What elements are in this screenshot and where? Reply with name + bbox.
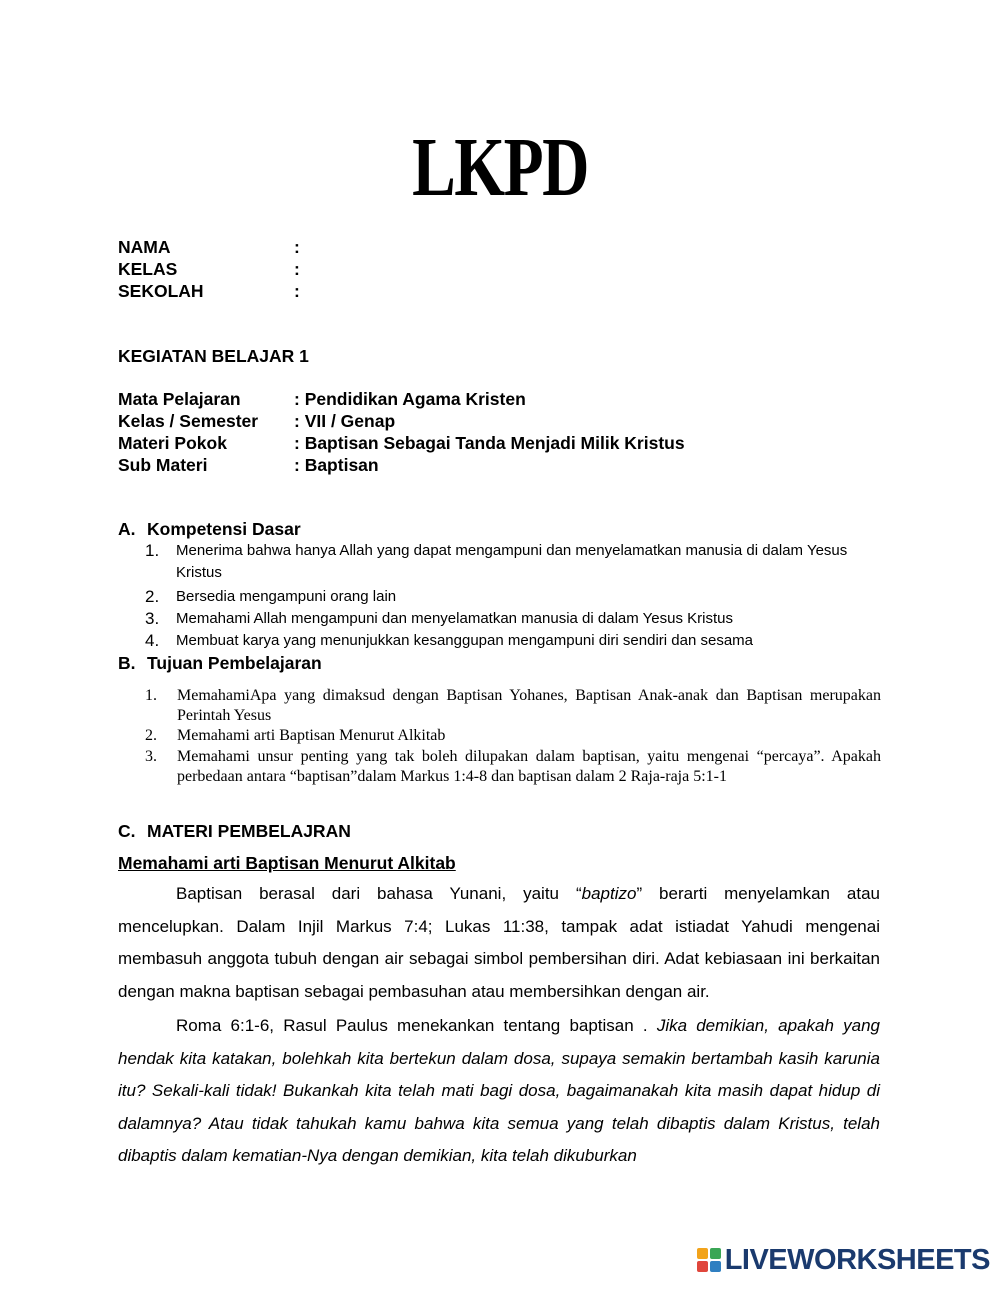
material-subtitle: Memahami arti Baptisan Menurut Alkitab — [118, 853, 456, 873]
list-number: 4. — [145, 631, 160, 650]
logo-block — [697, 1248, 708, 1259]
info-materi-pokok — [118, 432, 685, 454]
list-item — [145, 726, 885, 746]
list-number: 1. — [145, 541, 160, 560]
info-label: Materi Pokok — [118, 433, 227, 453]
info-sub-materi — [118, 454, 379, 476]
info-value: : Baptisan Sebagai Tanda Menjadi Milik Kristus — [294, 433, 685, 453]
info-label: Kelas / Semester — [118, 411, 259, 431]
paragraph-1 — [118, 878, 880, 1008]
list-number: 1. — [145, 687, 157, 704]
section-a-heading — [118, 518, 301, 540]
field-kelas — [118, 258, 300, 280]
list-item — [145, 540, 885, 584]
info-value: : VII / Genap — [294, 411, 396, 431]
info-label: Sub Materi — [118, 455, 208, 475]
field-value: : — [294, 237, 300, 257]
section-title: Tujuan Pembelajaran — [147, 653, 322, 673]
logo-block — [697, 1261, 708, 1272]
activity-title: KEGIATAN BELAJAR 1 — [118, 346, 309, 366]
logo-block — [710, 1261, 721, 1272]
p1-text-start: Baptisan berasal dari bahasa Yunani, yaitu “ — [176, 884, 582, 903]
section-c-heading — [118, 820, 351, 842]
logo-text: LIVEWORKSHEETS — [724, 1243, 990, 1276]
list-item — [145, 686, 885, 726]
section-label: B. — [118, 653, 136, 673]
section-title: MATERI PEMBELAJRAN — [147, 821, 351, 841]
field-label: KELAS — [118, 259, 178, 279]
field-sekolah — [118, 280, 300, 302]
list-text: Memahami arti Baptisan Menurut Alkitab — [177, 727, 446, 744]
field-value: : — [294, 281, 300, 301]
list-item — [145, 630, 885, 652]
info-value: : Pendidikan Agama Kristen — [294, 389, 526, 409]
info-kelas-semester — [118, 410, 395, 432]
list-number: 3. — [145, 609, 160, 628]
field-value: : — [294, 259, 300, 279]
list-text: Menerima bahwa hanya Allah yang dapat mengampuni dan menyelamatkan manusia di dalam Yesus Kristus — [176, 542, 848, 581]
list-text: MemahamiApa yang dimaksud dengan Baptisan Yohanes, Baptisan Anak-anak dan Baptisan merupakan Perintah Yesus — [177, 687, 881, 724]
p1-italic-term: baptizo — [581, 884, 637, 903]
info-mata-pelajaran — [118, 388, 526, 410]
field-label: NAMA — [118, 237, 171, 257]
list-text: Bersedia mengampuni orang lain — [176, 588, 397, 605]
document-title: LKPD — [412, 121, 588, 214]
section-title: Kompetensi Dasar — [147, 519, 301, 539]
section-label: C. — [118, 821, 136, 841]
list-text: Memahami unsur penting yang tak boleh dilupakan dalam baptisan, yaitu mengenai “percaya”. Apakah perbedaan antara “baptisan”dalam Markus 1:4-8 dan baptisan dalam 2 Raja-raja 5:1-1 — [177, 748, 881, 785]
paragraph-2 — [118, 1010, 880, 1173]
list-item — [145, 608, 885, 630]
list-item — [145, 747, 885, 787]
section-b-heading — [118, 652, 322, 674]
section-label: A. — [118, 519, 136, 539]
p2-text: Roma 6:1-6, Rasul Paulus menekankan tentang baptisan . — [176, 1016, 657, 1035]
list-number: 3. — [145, 748, 157, 765]
field-label: SEKOLAH — [118, 281, 204, 301]
field-nama — [118, 236, 300, 258]
logo-block — [710, 1248, 721, 1259]
liveworksheets-logo — [697, 1243, 990, 1277]
logo-blocks-icon — [697, 1248, 721, 1272]
list-text: Memahami Allah mengampuni dan menyelamatkan manusia di dalam Yesus Kristus — [176, 610, 733, 627]
list-text: Membuat karya yang menunjukkan kesanggupan mengampuni diri sendiri dan sesama — [176, 632, 754, 649]
list-item — [145, 586, 885, 608]
p2-italic-quote: Jika demikian, apakah yang hendak kita katakan, bolehkah kita bertekun dalam dosa, supaya semakin bertambah kasih karunia itu? Sekali-kali tidak! Bukankah kita telah mati bagi dosa, bagaimanakah kita masih dapat hidup di dalamnya? Atau tidak tahukah kamu bahwa kita semua yang telah dibaptis dalam Kristus, telah dibaptis dalam kematian-Nya dengan demikian, kita telah dikuburkan — [118, 1016, 880, 1165]
list-number: 2. — [145, 587, 160, 606]
info-value: : Baptisan — [294, 455, 379, 475]
p1-text-end: ” berarti menyelamkan atau mencelupkan. Dalam Injil Markus 7:4; Lukas 11:38, tampak adat istiadat Yahudi mengenai membasuh anggota tubuh dengan air sebagai simbol pembersihan diri. Adat kebiasaan ini berkaitan dengan makna baptisan sebagai pembasuhan atau membersihkan dengan air. — [118, 884, 880, 1001]
info-label: Mata Pelajaran — [118, 389, 241, 409]
list-number: 2. — [145, 727, 157, 744]
